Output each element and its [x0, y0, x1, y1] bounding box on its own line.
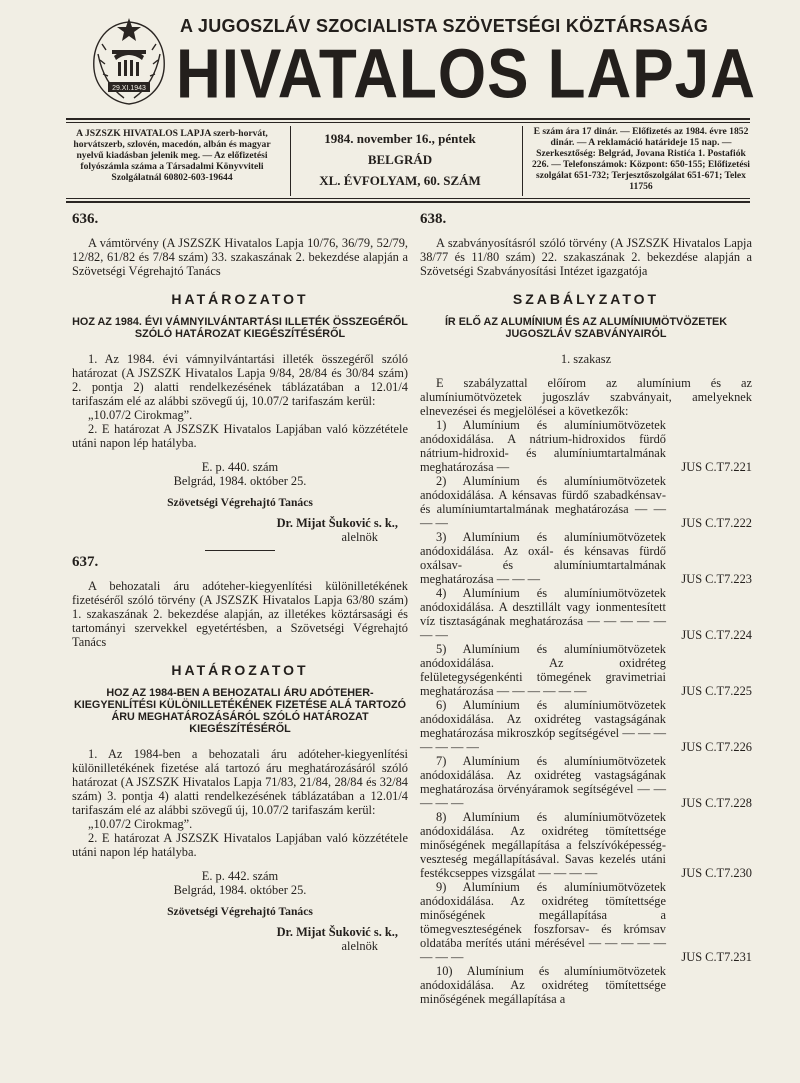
decision-636-quote: „10.07/2 Cirokmag”.: [88, 408, 193, 422]
decision-636-point-2: 2. E határozat A JSZSZK Hivatalos Lapjában való közzététele utáni napon lép hatályba.: [72, 422, 408, 450]
standard-code: JUS C.T7.226: [681, 740, 752, 754]
standard-item-text: 6) Alumínium és alumíniumötvözetek anódoxidálása. Az oxidréteg vastagságának meghatározása mikroszkóp segítségével — — — — — — —: [420, 698, 666, 754]
decision-637-quote: „10.07/2 Cirokmag”.: [88, 817, 193, 831]
decision-number-637: 637.: [72, 554, 99, 570]
decision-637-point-2: 2. E határozat A JSZSZK Hivatalos Lapjában való közzététele utáni napon lép hatályba.: [72, 831, 408, 859]
regulation-paragraph: E szabályzattal előírom az alumínium és az alumíniumötvözetek jugoszláv szabványait, amelyeknek elnevezései és megjelölései a következők:: [420, 376, 752, 418]
left-column: [72, 212, 408, 953]
standard-item: [420, 880, 752, 964]
decision-636-issuer: Szövetségi Végrehajtó Tanács: [167, 496, 313, 509]
masthead-rule: [66, 118, 750, 120]
standard-code: JUS C.T7.230: [681, 866, 752, 880]
standards-list: [420, 418, 752, 1006]
decision-636-point-1: 1. Az 1984. évi vámnyilvántartási illeték összegéről szóló határozat (A JSZSZK Hivatalos Lapja 9/84, 28/84 és 30/84 szám) 2. pontja 2) alatti rendelkezésének táblázatában a 12.01/4 tarifaszám elé az alábbi szövegű új, 10.07/2 tarifaszám kerül:: [72, 352, 408, 408]
standard-code: JUS C.T7.228: [681, 796, 752, 810]
regulation-number-638: 638.: [420, 211, 447, 227]
decision-636-signer: Dr. Mijat Šuković s. k.,: [276, 516, 398, 530]
issue-date: 1984. november 16., péntek: [324, 131, 476, 146]
header-divider-left: [290, 126, 291, 196]
standard-item: [420, 530, 752, 586]
decision-636-reference: E. p. 440. szám: [201, 460, 279, 474]
standard-item-text: 9) Alumínium és alumíniumötvözetek anódoxidálása. Az oxidréteg tömítettsége minőségének megállapítása a tömegveszteségének foszforsav- és krómsav oldatába merítés utáni mérésével — — — — — — — —: [420, 880, 666, 964]
standard-item-text: 5) Alumínium és alumíniumötvözetek anódoxidálása. Az oxidréteg felületegységenkénti tömegének gravimetriai meghatározása — — — — — —: [420, 642, 666, 698]
gazette-title: HIVATALOS LAPJA: [176, 36, 756, 114]
masthead-rule-thin: [66, 122, 750, 123]
decision-637-signer: Dr. Mijat Šuković s. k.,: [276, 925, 398, 939]
regulation-heading: SZABÁLYZATOT: [512, 291, 660, 307]
decision-637-intro: A behozatali áru adóteher-kiegyenlítési különilletékének fizetéséről szóló törvény (A JSZSZK Hivatalos Lapja 63/80 szám) 1. szakaszának 2. bekezdése alapján, az illetékes köztársasági és tartományi szervekkel egyetértésben, a Szövetségi Végrehajtó Tanács: [72, 579, 408, 649]
issue-info: [300, 128, 500, 191]
decision-637-reference: E. p. 442. szám: [201, 869, 279, 883]
separator: [205, 550, 275, 551]
decision-637-dateline: Belgrád, 1984. október 25.: [173, 883, 307, 897]
decision-637-issuer: Szövetségi Végrehajtó Tanács: [167, 905, 313, 918]
price-contact-info: E szám ára 17 dinár. — Előfizetés az 1984. évre 1852 dinár. — A reklamáció határideje 15 nap. — Szerkesztőség: Belgrád, Jovana Ristića 1. Postafiók 226. — Telefonszámok: Központ: 650-155; Előfizetési szolgálat 651-732; Terjesztőszolgálat 651-671; Telex 11756: [532, 126, 750, 192]
standard-item: [420, 698, 752, 754]
standard-item: [420, 586, 752, 642]
svg-text:29.XI.1943: 29.XI.1943: [112, 85, 146, 92]
standard-item-text: 2) Alumínium és alumíniumötvözetek anódoxidálása. A kénsavas fürdő szabadkénsav- és alumíniumtartalmának meghatározása — — — —: [420, 474, 666, 530]
standard-code: JUS C.T7.225: [681, 684, 752, 698]
regulation-subheading: ÍR ELŐ AZ ALUMÍNIUM ÉS AZ ALUMÍNIUMÖTVÖZETEK JUGOSZLÁV SZABVÁNYAIRÓL: [444, 316, 728, 340]
standard-code: JUS C.T7.224: [681, 628, 752, 642]
decision-636-dateline: Belgrád, 1984. október 25.: [173, 474, 307, 488]
standard-item: [420, 418, 752, 474]
standard-item-text: 4) Alumínium és alumíniumötvözetek anódoxidálása. A desztillált vagy ionmentesített víz tisztaságának meghatározása — — — — — — —: [420, 586, 666, 642]
standard-code: JUS C.T7.223: [681, 572, 752, 586]
standard-item-text: 1) Alumínium és alumíniumötvözetek anódoxidálása. A nátrium-hidroxidos fürdő nátrium-hidroxid- és alumíniumtartalmának meghatározása —: [420, 418, 666, 474]
standard-item-text: 7) Alumínium és alumíniumötvözetek anódoxidálása. Az oxidréteg vastagságának meghatározása örvényáramok segítségével — — — — —: [420, 754, 666, 810]
header-bottom-rule: [66, 198, 750, 199]
standard-item: [420, 754, 752, 810]
right-column: [420, 212, 752, 1006]
decision-637-point-1: 1. Az 1984-ben a behozatali áru adóteher-kiegyenlítési különilletékének fizetése alá tartozó áru meghatározásáról szóló határozat (A JSZSZK Hivatalos Lapja 71/83, 21/84, 28/84 és 32/84 szám) 3. pontja 4) alatti rendelkezésének táblázatában a 12.01/4 tarifaszám elé az alábbi szövegű új, 10.07/2 tarifaszám kerül:: [72, 747, 408, 817]
standard-item-text: 10) Alumínium és alumíniumötvözetek anódoxidálása. Az oxidréteg tömítettsége minőségének megállapítása a: [420, 964, 666, 1006]
regulation-section-1: 1. szakasz: [560, 352, 612, 366]
standard-item: [420, 474, 752, 530]
publication-info: A JSZSZK HIVATALOS LAPJA szerb-horvát, horvátszerb, szlovén, macedón, albán és magyar nyelvű kiadásban jelenik meg. — Az előfizetési folyószámla száma a Társadalmi Könyvviteli Szolgálatnál 60802-603-19644: [73, 128, 271, 183]
decision-636-subheading: HOZ AZ 1984. ÉVI VÁMNYILVÁNTARTÁSI ILLETÉK ÖSSZEGÉRŐL SZÓLÓ HATÁROZAT KIEGÉSZÍTÉSÉRŐL: [72, 316, 408, 340]
decision-637-heading: HATÁROZATOT: [171, 662, 309, 678]
standard-code: JUS C.T7.231: [681, 950, 752, 964]
decision-637-signer-role: alelnök: [341, 939, 378, 953]
standard-item: [420, 810, 752, 880]
decision-636-intro: A vámtörvény (A JSZSZK Hivatalos Lapja 10/76, 36/79, 52/79, 12/82, 61/82 és 7/84 szám) 33. szakaszának 2. bekezdése alapján a Szövetségi Végrehajtó Tanács: [72, 236, 408, 278]
standard-code: JUS C.T7.222: [681, 516, 752, 530]
decision-636-signer-role: alelnök: [341, 530, 378, 544]
header-divider-right: [522, 126, 523, 196]
header-bottom-rule-thick: [66, 201, 750, 203]
decision-636-heading: HATÁROZATOT: [171, 291, 309, 307]
standard-code: JUS C.T7.221: [681, 460, 752, 474]
standard-item: [420, 964, 752, 1006]
standard-item-text: 8) Alumínium és alumíniumötvözetek anódoxidálása. Az oxidréteg tömítettsége minőségének megállapítása a felszívóképesség-veszteség megállapításával. Savas kezelés utáni festékcseppes vizsgálat — — — —: [420, 810, 666, 880]
decision-637-subheading: HOZ AZ 1984-BEN A BEHOZATALI ÁRU ADÓTEHER-KIEGYENLÍTÉSI KÜLÖNILLETÉKÉNEK FIZETÉSE ALÁ TARTOZÓ ÁRU MEGHATÁROZÁSÁRÓL SZÓLÓ HATÁROZAT KIEGÉSZÍTÉSÉRŐL: [73, 687, 407, 735]
standard-item-text: 3) Alumínium és alumíniumötvözetek anódoxidálása. Az oxál- és kénsavas fürdő oxálsav- és alumíniumtartalmának meghatározása — — —: [420, 530, 666, 586]
republic-name: A JUGOSZLÁV SZOCIALISTA SZÖVETSÉGI KÖZTÁRSASÁG: [180, 16, 709, 36]
standard-item: [420, 642, 752, 698]
issue-place: BELGRÁD: [367, 152, 433, 167]
issue-volume: XL. ÉVFOLYAM, 60. SZÁM: [319, 173, 481, 188]
state-emblem-icon: [84, 14, 174, 110]
decision-number-636: 636.: [72, 211, 99, 227]
regulation-intro: A szabványosításról szóló törvény (A JSZSZK Hivatalos Lapja 38/77 és 11/80 szám) 22. szakaszának 2. bekezdése alapján a Szövetségi Szabványosítási Intézet igazgatója: [420, 236, 752, 278]
